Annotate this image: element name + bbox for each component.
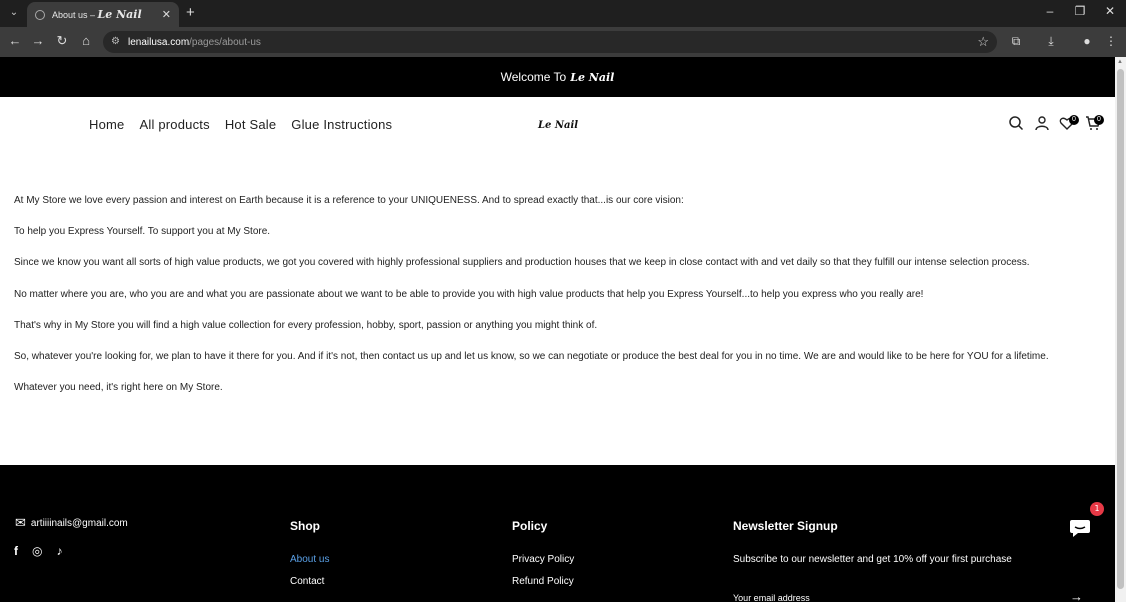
newsletter-subtitle: Subscribe to our newsletter and get 10% off your first purchase: [733, 554, 1012, 565]
wishlist-count-badge: 0: [1069, 115, 1079, 125]
download-icon[interactable]: ⤓: [1048, 34, 1054, 48]
announcement-text: Welcome To: [500, 70, 567, 84]
about-paragraph: Whatever you need, it's right here on My Store.: [14, 382, 223, 394]
page-viewport: [0, 57, 1115, 602]
facebook-icon[interactable]: f: [14, 544, 18, 558]
site-footer: [0, 465, 1115, 602]
tab-title: About us – Le Nail: [52, 8, 142, 21]
address-bar[interactable]: [103, 31, 997, 53]
newsletter-submit-arrow-icon[interactable]: →: [1070, 589, 1083, 602]
account-icon[interactable]: [1032, 115, 1052, 135]
chat-unread-badge: 1: [1090, 502, 1104, 516]
url-host: lenailusa.com: [128, 36, 190, 48]
extensions-icon[interactable]: ⧉: [1011, 34, 1021, 48]
instagram-icon[interactable]: ◎: [32, 544, 43, 558]
back-icon[interactable]: ←: [8, 33, 22, 48]
home-icon[interactable]: ⌂: [82, 33, 90, 48]
reload-icon[interactable]: ↻: [56, 33, 68, 48]
footer-link-contact[interactable]: Contact: [290, 576, 325, 587]
tab-close-icon[interactable]: ✕: [161, 9, 171, 21]
page-scrollbar[interactable]: [1115, 57, 1126, 602]
cart-count-badge: 0: [1094, 115, 1104, 125]
site-logo[interactable]: Le Nail: [538, 120, 579, 131]
chat-bubble-icon: [1069, 518, 1091, 538]
minimize-icon[interactable]: –: [1046, 4, 1054, 18]
nav-all-products[interactable]: All products: [139, 117, 210, 132]
footer-policy-title: Policy: [512, 519, 548, 533]
footer-link-refund-policy[interactable]: Refund Policy: [512, 576, 574, 587]
about-paragraph: At My Store we love every passion and interest on Earth because it is a reference to your UNIQUENESS. And to spread exactly that...is our core vision:: [14, 195, 684, 206]
about-paragraph: To help you Express Yourself. To support you at My Store.: [14, 226, 271, 238]
newsletter-title: Newsletter Signup: [733, 519, 838, 533]
nav-home[interactable]: Home: [89, 117, 125, 132]
social-links: [14, 544, 62, 558]
nav-glue-instructions[interactable]: Glue Instructions: [291, 117, 393, 132]
tab-search-icon[interactable]: ⌄: [9, 7, 19, 18]
main-nav: [89, 117, 392, 132]
profile-icon[interactable]: ●: [1083, 34, 1091, 48]
browser-tab-bar: [0, 0, 1126, 27]
browser-toolbar: [0, 27, 1126, 57]
scroll-up-icon[interactable]: ▲: [1117, 59, 1123, 65]
mail-icon: ✉: [15, 515, 26, 530]
about-content: [14, 195, 1104, 413]
about-paragraph: Since we know you want all sorts of high value products, we got you covered with highly professional suppliers and production houses that we keep in close contact with and vet daily so that they fulfill our intense selection process.: [14, 257, 1030, 269]
tiktok-icon[interactable]: ♪: [56, 544, 63, 558]
tab-favicon-icon: [35, 10, 45, 20]
footer-email-text: artiiiinails@gmail.com: [30, 517, 128, 529]
close-window-icon[interactable]: ✕: [1104, 4, 1116, 18]
restore-icon[interactable]: ❐: [1074, 4, 1086, 18]
announcement-bar: [0, 57, 1115, 97]
newsletter-email-input[interactable]: Your email address: [733, 593, 810, 602]
site-info-icon[interactable]: ⚙: [111, 36, 120, 47]
site-header: [0, 97, 1115, 153]
about-paragraph: No matter where you are, who you are and what you are passionate about we want to be able to provide you with high value products that help you Express Yourself...to help you express who you really are!: [14, 288, 924, 300]
footer-shop-title: Shop: [290, 519, 320, 533]
scrollbar-thumb[interactable]: [1117, 69, 1124, 589]
forward-icon[interactable]: →: [31, 33, 45, 48]
footer-link-about-us[interactable]: About us: [290, 554, 330, 565]
browser-menu-icon[interactable]: ⋮: [1105, 34, 1117, 48]
url-path: /pages/about-us: [189, 36, 261, 48]
new-tab-button[interactable]: +: [186, 4, 195, 21]
about-paragraph: That's why in My Store you will find a high value collection for every profession, hobby, sport, passion or anything you might think of.: [14, 319, 598, 331]
browser-tab[interactable]: [27, 2, 179, 27]
footer-email[interactable]: [15, 515, 128, 531]
footer-link-privacy-policy[interactable]: Privacy Policy: [512, 554, 575, 565]
announcement-brand: Le Nail: [570, 70, 615, 84]
about-paragraph: So, whatever you're looking for, we plan to have it there for you. And if it's not, then contact us up and let us know, so we can negotiate or produce the best deal for you in no time. We are and would like to be here for YOU for a lifetime.: [14, 350, 1049, 362]
nav-hot-sale[interactable]: Hot Sale: [224, 117, 277, 132]
search-icon[interactable]: [1006, 115, 1026, 135]
bookmark-star-icon[interactable]: ☆: [977, 34, 989, 49]
